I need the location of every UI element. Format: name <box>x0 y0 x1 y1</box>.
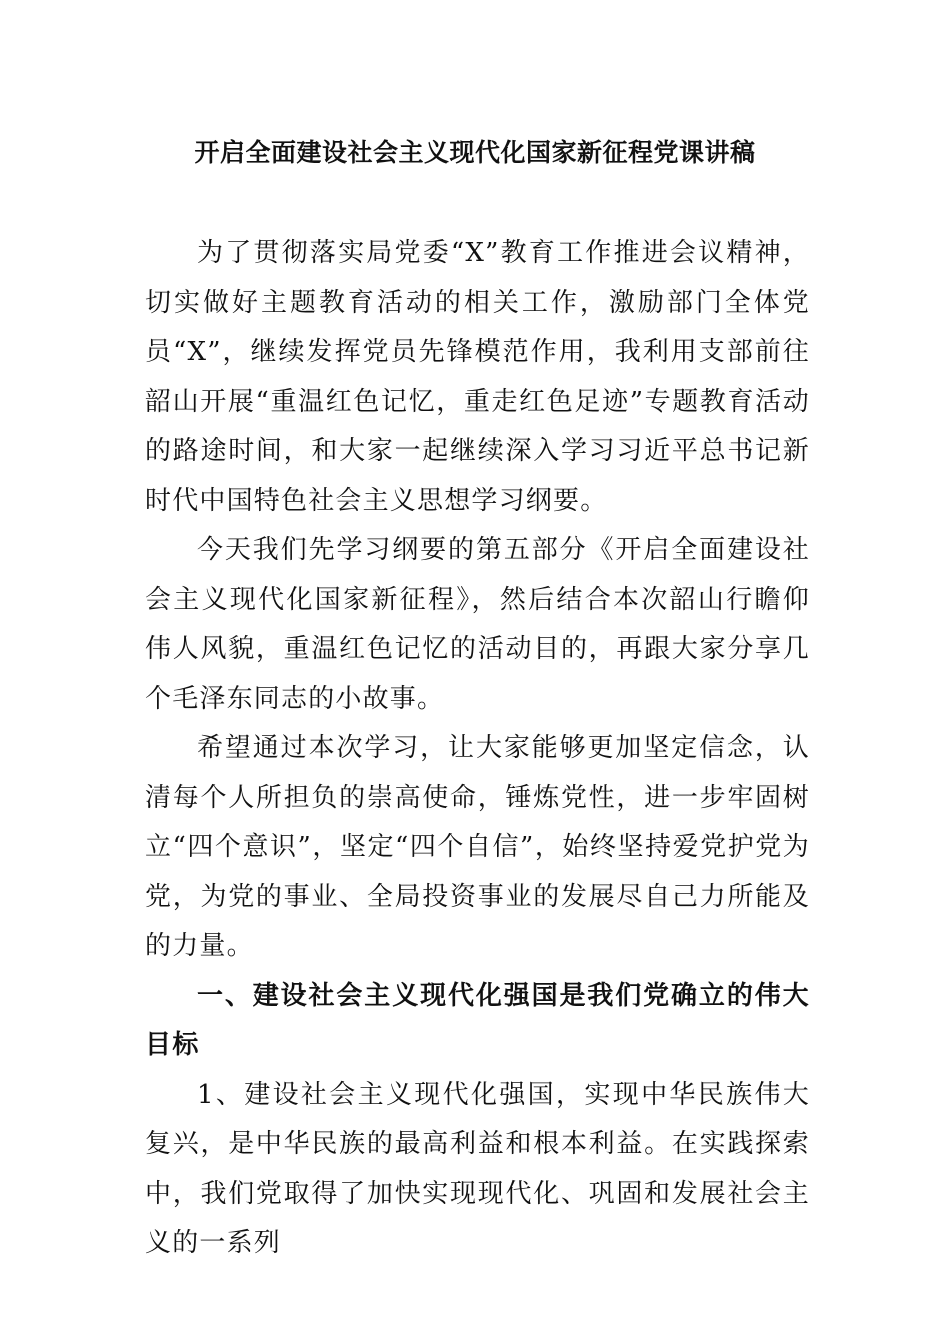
section-paragraph: 1、建设社会主义现代化强国，实现中华民族伟大复兴，是中华民族的最高利益和根本利益。在实践探索中，我们党取得了加快实现现代化、巩固和发展社会主义的一系列 <box>145 1079 810 1258</box>
document-body <box>145 229 810 1269</box>
paragraph-agenda: 今天我们先学习纲要的第五部分《开启全面建设社会主义现代化国家新征程》，然后结合本次韶山行瞻仰伟人风貌，重温红色记忆的活动目的，再跟大家分享几个毛泽东同志的小故事。 <box>145 535 810 714</box>
paragraph-purpose: 希望通过本次学习，让大家能够更加坚定信念，认清每个人所担负的崇高使命，锤炼党性，进一步牢固树立“四个意识”，坚定“四个自信”，始终坚持爱党护党为党，为党的事业、全局投资事业的发展尽自己力所能及的力量。 <box>145 733 810 961</box>
paragraph-intro: 为了贯彻落实局党委“X”教育工作推进会议精神，切实做好主题教育活动的相关工作，激励部门全体党员“X”，继续发挥党员先锋模范作用，我利用支部前往韶山开展“重温红色记忆，重走红色足迹”专题教育活动的路途时间，和大家一起继续深入学习习近平总书记新时代中国特色社会主义思想学习纲要。 <box>145 238 810 516</box>
document-title: 开启全面建设社会主义现代化国家新征程党课讲稿 <box>194 138 756 167</box>
section-heading: 一、建设社会主义现代化强国是我们党确立的伟大目标 <box>145 980 810 1060</box>
